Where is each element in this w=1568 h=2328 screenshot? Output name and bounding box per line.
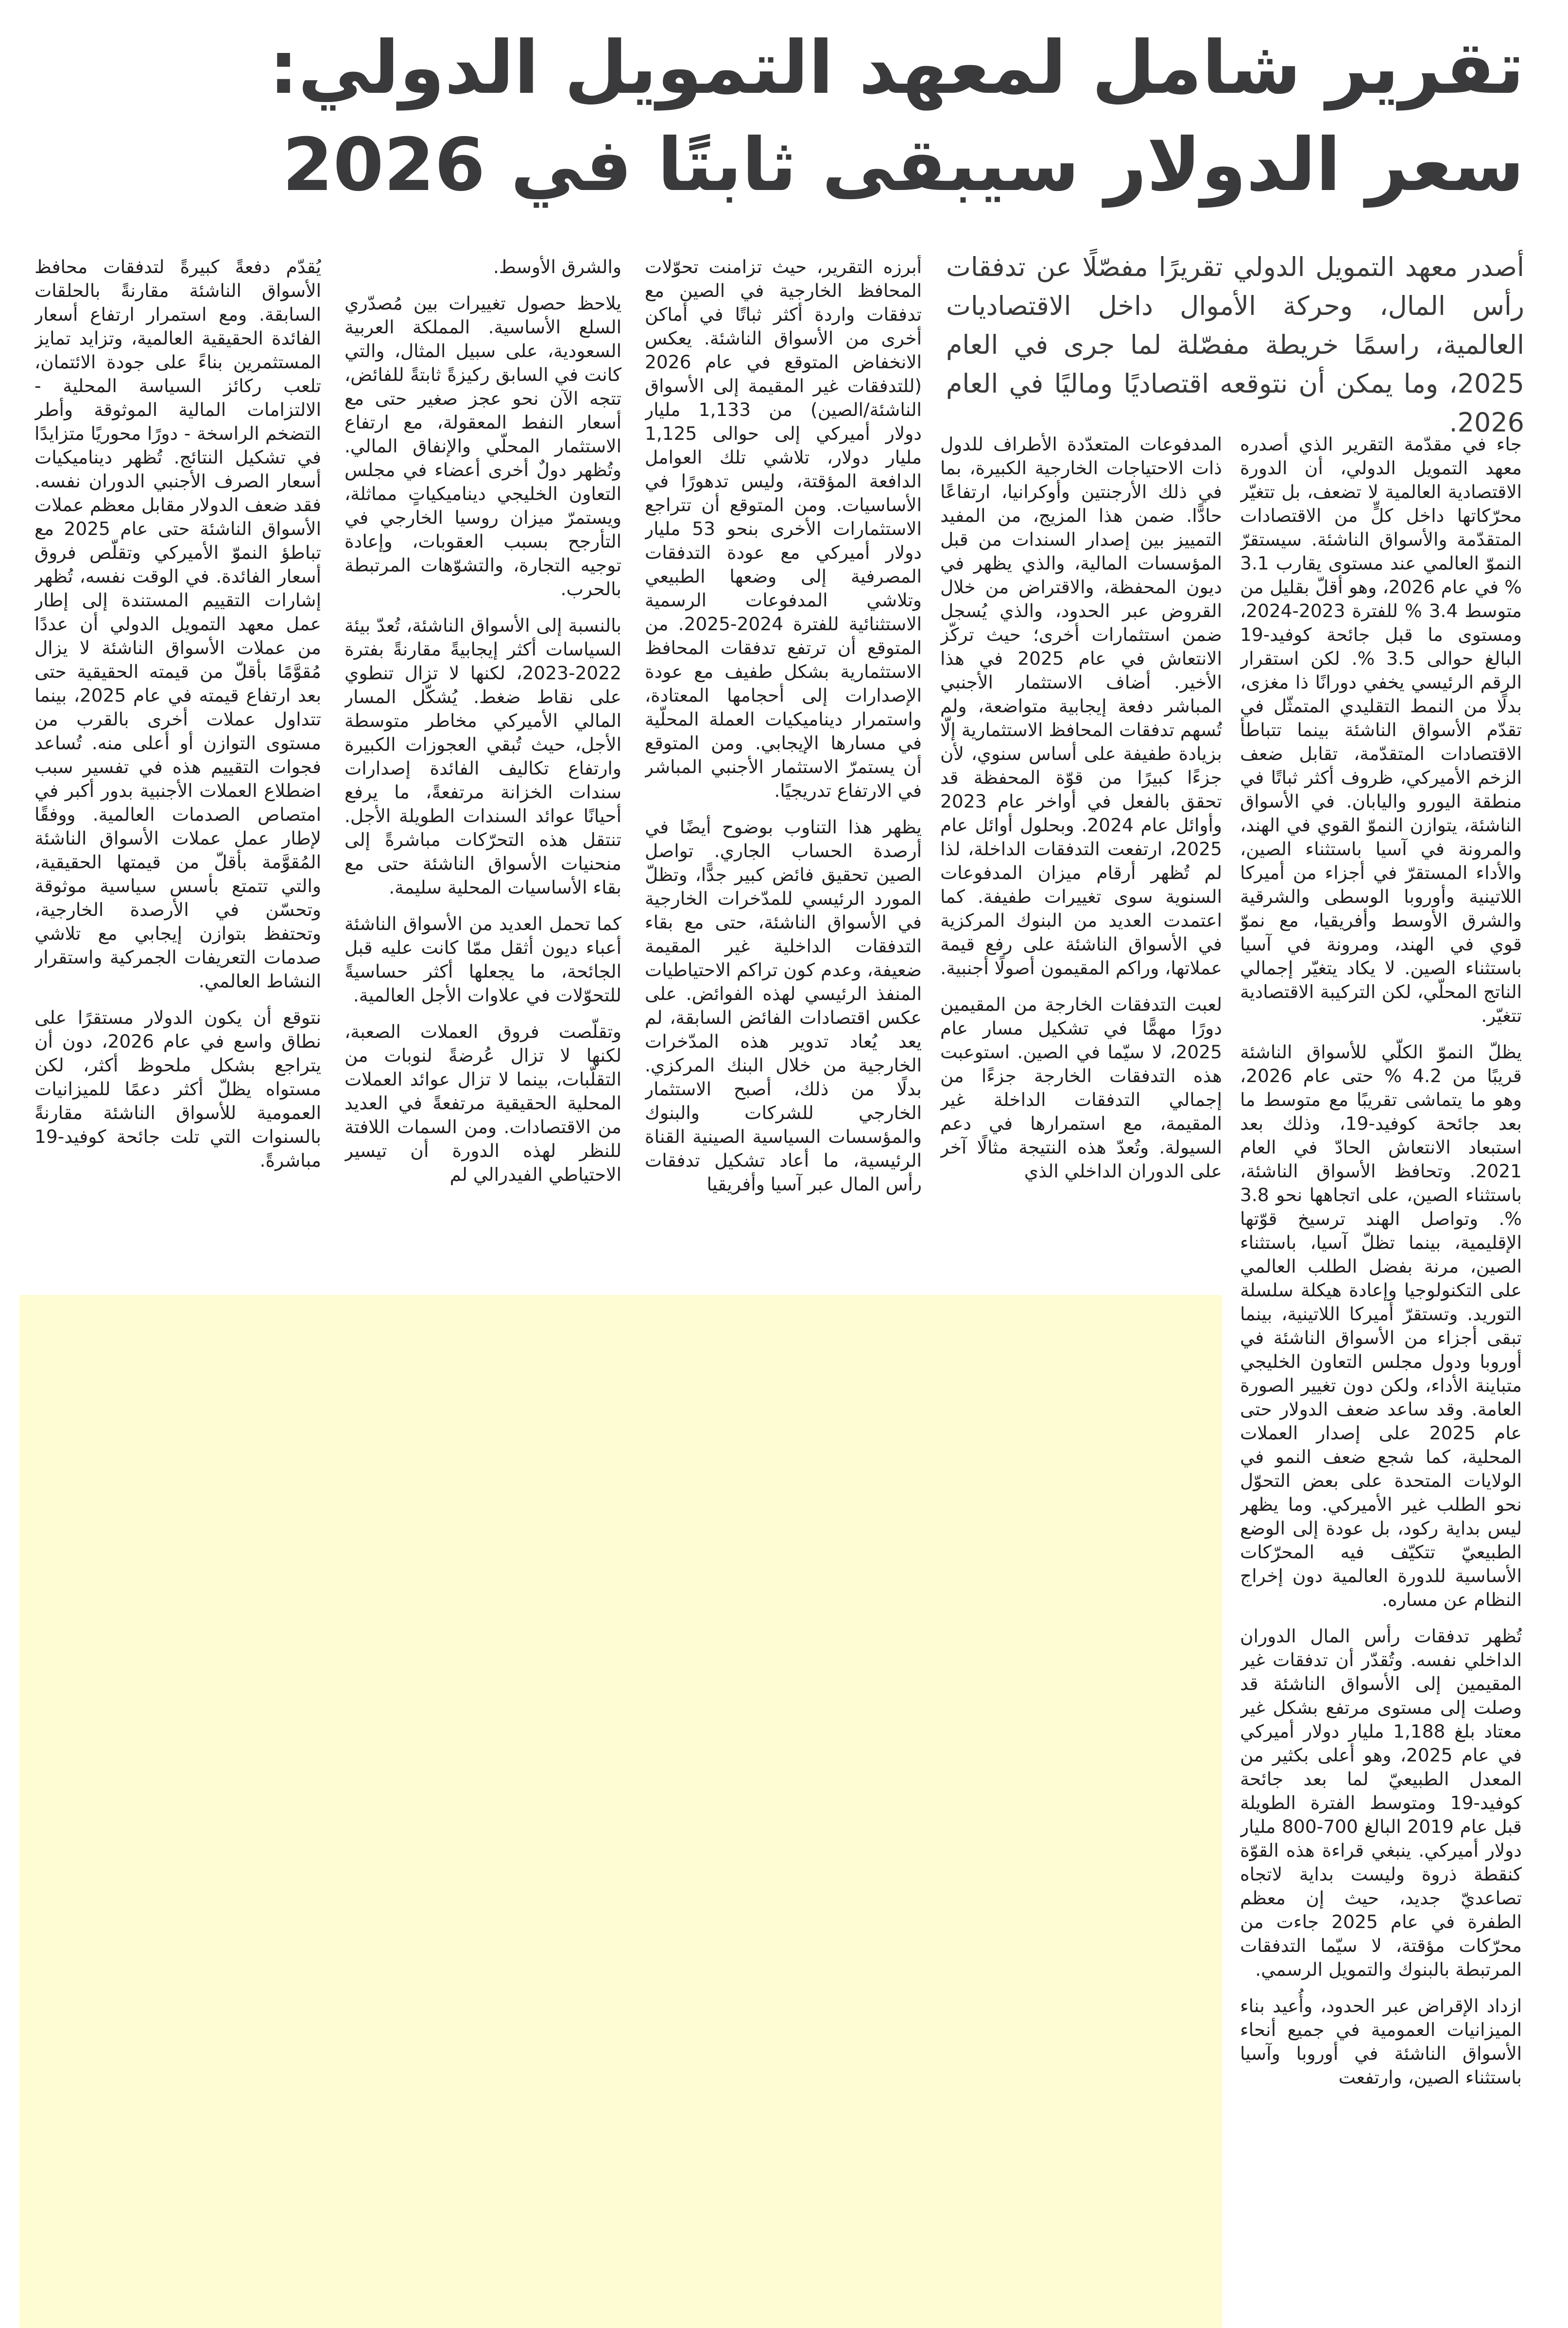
headline [42, 19, 1524, 214]
column-1-paragraph-4: ازداد الإقراض عبر الحدود، وأُعيد بناء الميزانيات العمومية في جميع أنحاء الأسواق الناشئة في أوروبا وآسيا باستثناء الصين، وارتفعت [1240, 1995, 1522, 2088]
column-2-paragraph-1: المدفوعات المتعدّدة الأطراف للدول ذات الاحتياجات الخارجية الكبيرة، بما في ذلك الأرجنتين وأوكرانيا، ارتفاعًا حادًّا. ضمن هذا المزيج، من المفيد التمييز بين إصدار السندات من قبل المؤسسات المالية، والذي يظهر في ديون المحفظة، والاقتراض من خلال القروض عبر الحدود، والذي يُسجل ضمن استثمارات أخرى؛ حيث تركّز الانتعاش في عام 2025 في هذا الأخير. أضاف الاستثمار الأجنبي المباشر دفعة إيجابية متواضعة، ولم تُسهم تدفقات المحافظ الاستثمارية إلّا بزيادة طفيفة على أساس سنوي، لأن جزءًا كبيرًا من قوّة المحفظة قد تحقق بالفعل في أواخر عام 2023 وأوائل عام 2024. وبحلول أوائل عام 2025، ارتفعت التدفقات الداخلة، لذا لم تُظهر أرقام ميزان المدفوعات السنوية سوى تغييرات طفيفة. كما اعتمدت العديد من البنوك المركزية في الأسواق الناشئة على رفع قيمة عملاتها، وراكم المقيمون أصولًا أجنبية. [940, 433, 1222, 979]
article-column-5 [34, 255, 321, 1329]
lede-paragraph: أصدر معهد التمويل الدولي تقريرًا مفصّلًا عن تدفقات رأس المال، وحركة الأموال داخل الاقتصاديات العالمية، راسمًا خريطة مفصّلة لما جرى في العام 2025، وما يمكن أن نتوقعه اقتصاديًا وماليًا في العام 2026. [946, 252, 1524, 438]
column-1-paragraph-2: يظلّ النموّ الكلّي للأسواق الناشئة قريبًا من 4.2 % حتى عام 2026، وهو ما يتماشى تقريبًا مع متوسط ما بعد جائحة كوفيد-19، وذلك بعد استبعاد الانتعاش الحادّ في العام 2021. وتحافظ الأسواق الناشئة، باستثناء الصين، على اتجاهها نحو 3.8 %. وتواصل الهند ترسيخ قوّتها الإقليمية، بينما تظلّ آسيا، باستثناء الصين، مرنة بفضل الطلب العالمي على التكنولوجيا وإعادة هيكلة سلسلة التوريد. وتستقرّ أميركا اللاتينية، بينما تبقى أجزاء من الأسواق الناشئة في أوروبا ودول مجلس التعاون الخليجي متباينة الأداء، ولكن دون تغيير الصورة العامة. وقد ساعد ضعف الدولار حتى عام 2025 على إصدار العملات المحلية، كما شجع ضعف النمو في الولايات المتحدة على بعض التحوّل نحو الطلب غير الأميركي. وما يظهر ليس بداية ركود، بل عودة إلى الوضع الطبيعيّ تتكيّف فيه المحرّكات الأساسية للدورة العالمية دون إخراج النظام عن مساره. [1240, 1041, 1522, 1610]
article-column-3 [645, 255, 922, 1329]
column-4-paragraph-4: كما تحمل العديد من الأسواق الناشئة أعباء ديون أثقل ممّا كانت عليه قبل الجائحة، ما يجعلها أكثر حساسيةً للتحوّلات في علاوات الأجل العالمية. [345, 913, 621, 1006]
advertisement-placeholder [19, 1295, 1222, 2328]
article-column-2 [940, 432, 1222, 1317]
headline-line-1: تقرير شامل لمعهد التمويل الدولي: [269, 26, 1524, 110]
column-4-paragraph-1: والشرق الأوسط. [493, 256, 621, 277]
article-column-1 [1240, 432, 1522, 2313]
column-5-paragraph-1: يُقدّم دفعةً كبيرةً لتدفقات محافظ الأسواق الناشئة مقارنةً بالحلقات السابقة. ومع استمرار ارتفاع أسعار الفائدة الحقيقية العالمية، وتزايد تمايز المستثمرين بناءً على جودة الائتمان، تلعب ركائز السياسة المحلية - الالتزامات المالية الموثوقة وأطر التضخم الراسخة - دورًا محوريًا متزايدًا في تشكيل النتائج. تُظهر ديناميكيات أسعار الصرف الأجنبي الدوران نفسه. فقد ضعف الدولار مقابل معظم عملات الأسواق الناشئة حتى عام 2025 مع تباطؤ النموّ الأميركي وتقلّص فروق أسعار الفائدة. في الوقت نفسه، تُظهر إشارات التقييم المستندة إلى إطار عمل معهد التمويل الدولي أن عددًا من عملات الأسواق الناشئة لا يزال مُقوَّمًا بأقلّ من قيمته الحقيقية حتى بعد ارتفاع قيمته في عام 2025، بينما تتداول عملات أخرى بالقرب من مستوى التوازن أو أعلى منه. تُساعد فجوات التقييم هذه في تفسير سبب اضطلاع العملات الأجنبية بدور أكبر في امتصاص الصدمات العالمية. ووفقًا لإطار عمل عملات الأسواق الناشئة المُقوَّمة بأقلّ من قيمتها الحقيقية، والتي تتمتع بأسس سياسية موثوقة وتحسّن في الأرصدة الخارجية، وتحتفظ بتوازن إيجابي مع تلاشي صدمات التعريفات الجمركية واستقرار النشاط العالمي. [34, 256, 321, 992]
column-3-paragraph-2: يظهر هذا التناوب بوضوح أيضًا في أرصدة الحساب الجاري. تواصل الصين تحقيق فائض كبير جدًّا، وتظلّ المورد الرئيسي للمدّخرات الخارجية في الأسواق الناشئة، حتى مع بقاء التدفقات الداخلية غير المقيمة ضعيفة، وعدم كون تراكم الاحتياطيات المنفذ الرئيسي لهذه الفوائض. على عكس اقتصادات الفائض السابقة، لم يعد يُعاد تدوير هذه المدّخرات الخارجية من خلال البنك المركزي. بدلًا من ذلك، أصبح الاستثمار الخارجي للشركات والبنوك والمؤسسات السياسية الصينية القناة الرئيسية، ما أعاد تشكيل تدفقات رأس المال عبر آسيا وأفريقيا [645, 816, 922, 1195]
column-5-paragraph-2: نتوقع أن يكون الدولار مستقرًا على نطاق واسع في عام 2026، دون أن يتراجع بشكل ملحوظ أكثر، لكن مستواه يظلّ أكثر دعمًا للميزانيات العمومية للأسواق الناشئة مقارنةً بالسنوات التي تلت جائحة كوفيد-19 مباشرةً. [34, 1007, 321, 1171]
column-4-paragraph-2: يلاحظ حصول تغييرات بين مُصدّري السلع الأساسية. المملكة العربية السعودية، على سبيل المثال، والتي كانت في السابق ركيزةً ثابتةً للفائض، تتجه الآن نحو عجز صغير حتى مع أسعار النفط المعقولة، مع ارتفاع الاستثمار المحلّي والإنفاق المالي. وتُظهر دولٌ أخرى أعضاء في مجلس التعاون الخليجي ديناميكياتٍ مماثلة، ويستمرّ ميزان روسيا الخارجي في التأرجح بسبب العقوبات، وإعادة توجيه التجارة، والتشوّهات المرتبطة بالحرب. [345, 293, 621, 600]
column-2-paragraph-2: لعبت التدفقات الخارجة من المقيمين دورًا مهمًّا في تشكيل مسار عام 2025، لا سيّما في الصين. استوعبت هذه التدفقات الخارجة جزءًا من إجمالي التدفقات الداخلة غير المقيمة، مع استمرارها في دعم السيولة. وتُعدّ هذه النتيجة مثالًا آخر على الدوران الداخلي الذي [940, 994, 1222, 1182]
column-3-paragraph-1: أبرزه التقرير، حيث تزامنت تحوّلات المحافظ الخارجية في الصين مع تدفقات واردة أكثر ثباتًا في أماكن أخرى من الأسواق الناشئة. يعكس الانخفاض المتوقع في عام 2026 (للتدفقات غير المقيمة إلى الأسواق الناشئة/الصين) من 1,133 مليار دولار أميركي إلى حوالى 1,125 مليار دولار، تلاشي تلك العوامل الدافعة المؤقتة، وليس تدهورًا في الأساسيات. ومن المتوقع أن تتراجع الاستثمارات الأخرى بنحو 53 مليار دولار أميركي مع عودة التدفقات المصرفية إلى وضعها الطبيعي وتلاشي المدفوعات الرسمية الاستثنائية للفترة 2024-2025. من المتوقع أن ترتفع تدفقات المحافظ الاستثمارية بشكل طفيف مع عودة الإصدارات إلى أحجامها المعتادة، واستمرار ديناميكيات العملة المحلّية في مسارها الإيجابي. ومن المتوقع أن يستمرّ الاستثمار الأجنبي المباشر في الارتفاع تدريجيًا. [645, 256, 922, 801]
article-column-4 [345, 255, 621, 1329]
headline-line-2: سعر الدولار سيبقى ثابتًا في 2026 [282, 123, 1524, 207]
column-1-paragraph-3: تُظهر تدفقات رأس المال الدوران الداخلي نفسه. وتُقدّر أن تدفقات غير المقيمين إلى الأسواق الناشئة قد وصلت إلى مستوى مرتفع بشكل غير معتاد بلغ 1,188 مليار دولار أميركي في عام 2025، وهو أعلى بكثير من المعدل الطبيعيّ لما بعد جائحة كوفيد-19 ومتوسط الفترة الطويلة قبل عام 2019 البالغ 700-800 مليار دولار أميركي. ينبغي قراءة هذه القوّة كنقطة ذروة وليست بداية لاتجاه تصاعديّ جديد، حيث إن معظم الطفرة في عام 2025 جاءت من محرّكات مؤقتة، لا سيّما التدفقات المرتبطة بالبنوك والتمويل الرسمي. [1240, 1625, 1522, 1980]
column-4-paragraph-3: بالنسبة إلى الأسواق الناشئة، تُعدّ بيئة السياسات أكثر إيجابيةً مقارنةً بفترة 2022-2023، لكنها لا تزال تنطوي على نقاط ضغط. يُشكّل المسار المالي الأميركي مخاطر متوسطة الأجل، حيث تُبقي العجوزات الكبيرة وارتفاع تكاليف الفائدة إصدارات سندات الخزانة مرتفعةً، ما يرفع أحيانًا عوائد السندات الطويلة الأجل. تنتقل هذه التحرّكات مباشرةً إلى منحنيات الأسواق الناشئة حتى مع بقاء الأساسيات المحلية سليمة. [345, 615, 621, 898]
column-4-paragraph-5: وتقلّصت فروق العملات الصعبة، لكنها لا تزال عُرضةً لنوبات من التقلّبات، بينما لا تزال عوائد العملات المحلية الحقيقية مرتفعةً في العديد من الاقتصادات. ومن السمات اللافتة للنظر لهذه الدورة أن تيسير الاحتياطي الفيدرالي لم [345, 1021, 621, 1185]
column-1-paragraph-1: جاء في مقدّمة التقرير الذي أصدره معهد التمويل الدولي، أن الدورة الاقتصادية العالمية لا تضعف، بل تتغيّر محرّكاتها داخل كلٍّ من الاقتصادات المتقدّمة والأسواق الناشئة. سيستقرّ النموّ العالمي عند مستوى يقارب 3.1 % في عام 2026، وهو أقلّ بقليل من متوسط 3.4 % للفترة 2023-2024، ومستوى ما قبل جائحة كوفيد-19 البالغ حوالى 3.5 %. لكن استقرار الرقم الرئيسي يخفي دورانًا ذا مغزى، بدلًا من النمط التقليدي المتمثّل في تقدّم الأسواق الناشئة بينما تتباطأ الاقتصادات المتقدّمة، تقابل ضعف الزخم الأميركي، ظروف أكثر ثباتًا في منطقة اليورو واليابان. في الأسواق الناشئة، يتوازن النموّ القوي في الهند، والمرونة في آسيا باستثناء الصين، والأداء المستقرّ في أجزاء من أميركا اللاتينية وأوروبا الوسطى والشرقية والشرق الأوسط وأفريقيا، مع نموّ قوي في الهند، ومرونة في آسيا باستثناء الصين. لا يكاد يتغيّر إجمالي الناتج المحلّي، لكن التركيبة الاقتصادية تتغيّر. [1240, 433, 1522, 1026]
